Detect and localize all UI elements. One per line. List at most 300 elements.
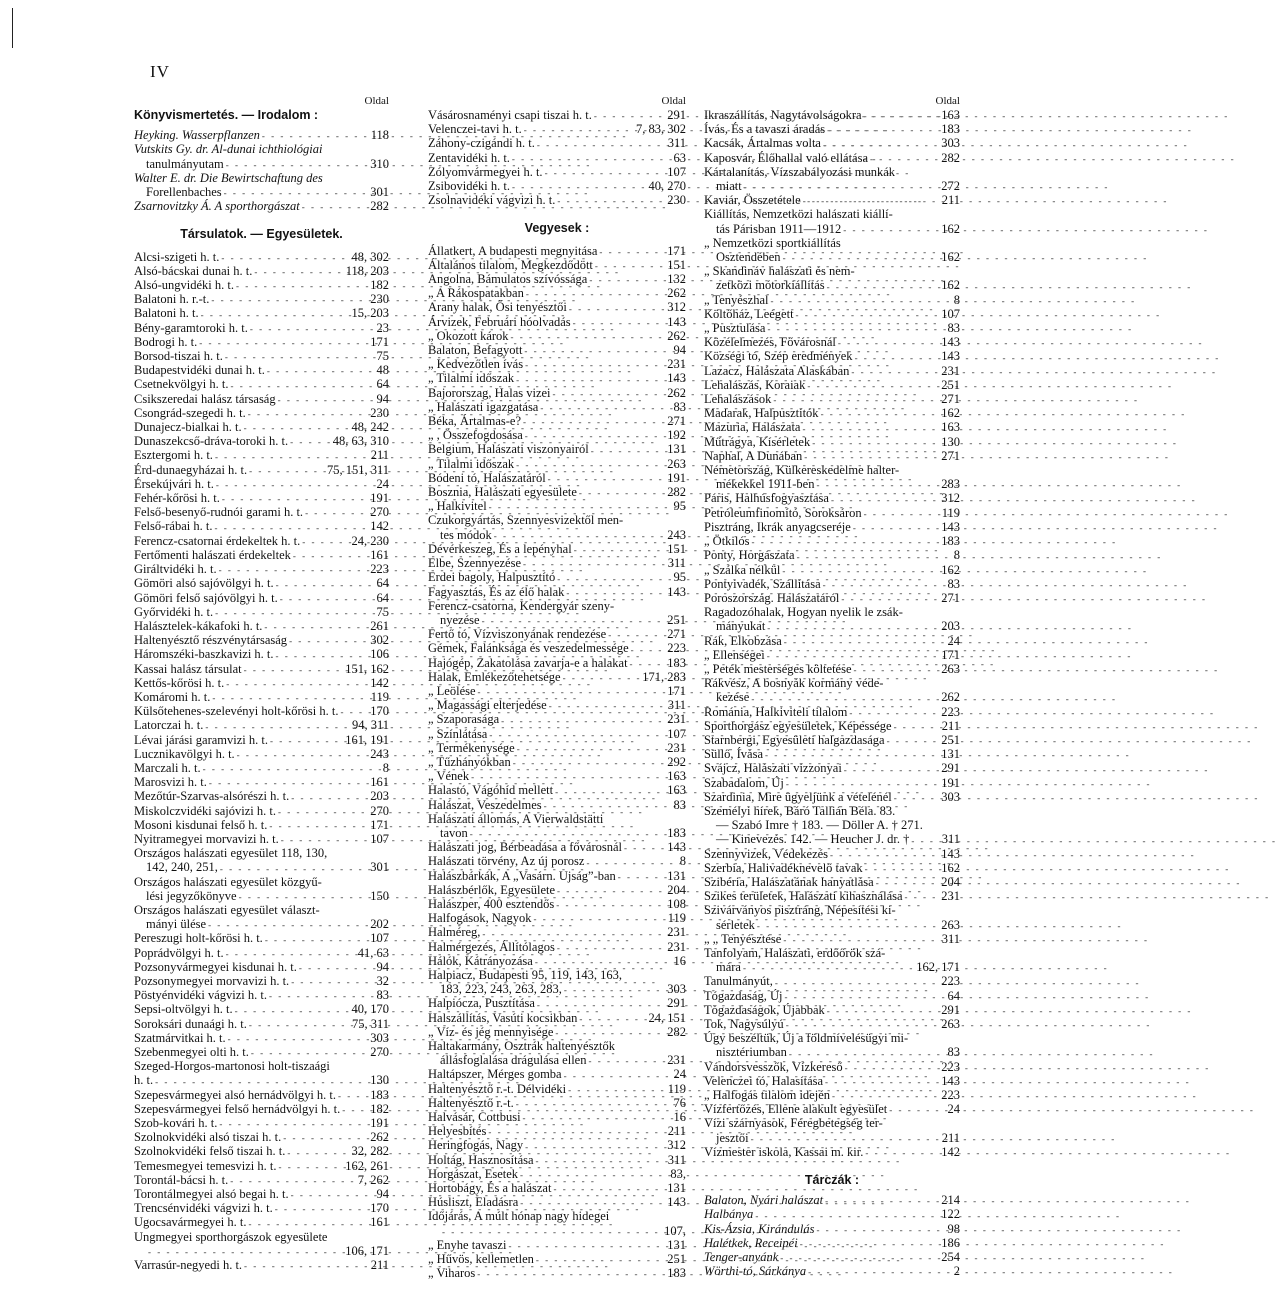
- index-entry: [428, 414, 686, 428]
- index-entry: [704, 591, 960, 605]
- index-entry: [134, 505, 389, 519]
- page-ref: 263: [941, 1017, 960, 1031]
- index-entry: [134, 185, 389, 199]
- entry-title: „ Nemzetközi sportkiállítás: [704, 235, 841, 250]
- leader-dots: [863, 863, 940, 875]
- entry-title: h. t.: [134, 1073, 154, 1088]
- entry-title: „ Tilalmi időszak: [428, 371, 515, 386]
- page-ref: 291: [667, 108, 686, 122]
- entry-title: Vízfertőzés, Ellene alakult egyesület: [704, 1102, 888, 1117]
- leader-dots: [518, 1169, 668, 1181]
- index-entry: [134, 988, 389, 1002]
- page-ref: 161: [370, 775, 389, 790]
- entry-title: Haltakarmány, Osztrák haltenyésztők: [428, 1039, 615, 1053]
- page-ref: 161: [370, 547, 389, 562]
- leader-dots: [268, 735, 343, 747]
- entry-title: kezése: [716, 690, 750, 705]
- entry-title: Kaviár, Összetétele: [704, 193, 801, 208]
- entry-title: Ferencz-csatornai érdekeltek h. t.: [134, 533, 301, 548]
- index-entry: [704, 1088, 960, 1102]
- leader-dots: [874, 877, 940, 889]
- entry-title: tás Párisban 1911—1912: [716, 221, 842, 236]
- entry-title: Bosznia, Halászati egyesülete: [428, 485, 577, 500]
- page-ref: 8: [382, 760, 389, 775]
- entry-title: Petróleumfinomító, Soroksáron: [704, 505, 862, 520]
- index-entry: [134, 619, 389, 633]
- entry-title: Lehalászás, Koraiak: [704, 377, 806, 392]
- leader-dots: [749, 536, 939, 548]
- index-entry: [704, 875, 960, 889]
- index-entry: [134, 1045, 389, 1059]
- entry-title: Halbánya: [704, 1207, 754, 1222]
- index-entry: [134, 1173, 389, 1187]
- entry-title: „ Enyhe tavaszi: [428, 1237, 507, 1252]
- page-ref: 183: [941, 122, 960, 137]
- leader-dots: [475, 1268, 665, 1280]
- entry-title: Walter E. dr. Die Bewirtschaftung des: [134, 170, 323, 185]
- page-ref: 311: [667, 1152, 686, 1167]
- index-entry: [134, 548, 389, 562]
- page-ref: 183: [667, 1266, 686, 1281]
- page-ref: 262: [370, 1130, 389, 1145]
- entry-title: Torontálmegyei alsó begai h. t.: [134, 1187, 289, 1202]
- page-ref: 7, 262: [357, 1172, 389, 1187]
- page-ref: 142: [370, 519, 389, 534]
- index-entry: [704, 563, 960, 577]
- page-ref: 2: [953, 1264, 960, 1279]
- page-ref: 119: [667, 911, 686, 926]
- leader-dots: [509, 331, 666, 343]
- leader-dots: [521, 558, 666, 570]
- page-ref: 162, 261: [345, 1158, 389, 1173]
- entry-title: zetközi mótorkiállítás: [716, 278, 825, 293]
- leader-dots: [242, 422, 350, 434]
- entry-title: Érd-dunaegyházai h. t.: [134, 462, 248, 477]
- page-ref: 8: [953, 548, 960, 563]
- page-ref: 94, 311: [351, 718, 389, 733]
- entry-title: Halfogások, Nagyok: [428, 911, 532, 926]
- leader-dots: [511, 757, 666, 769]
- page-ref: 75, 151, 311: [326, 462, 389, 477]
- index-entry: [134, 157, 389, 171]
- entry-title: Győrvidéki h. t.: [134, 604, 214, 619]
- page-ref: 231: [667, 925, 686, 940]
- page-ref: 303: [667, 982, 686, 997]
- index-entry: [134, 406, 389, 420]
- entry-title: Szikes területek, Halászati kihasználása: [704, 889, 903, 904]
- leader-dots: [885, 735, 940, 747]
- page-ref: 142: [941, 1144, 960, 1159]
- leader-dots: [765, 622, 939, 634]
- index-entry: [428, 179, 686, 193]
- index-entry: [134, 448, 389, 462]
- entry-title: Gémek, Falánksága és veszedelmessége: [428, 641, 629, 656]
- index-entry: [704, 1017, 960, 1031]
- page-ref: 83: [947, 576, 960, 591]
- entry-title: Osztendében: [716, 250, 781, 265]
- entry-title: Országos halászati egyesület választ-: [134, 902, 320, 917]
- index-entry: [428, 954, 686, 968]
- index-entry: [134, 633, 389, 647]
- leader-dots: [794, 309, 940, 321]
- entry-title: „ Ellenségei: [704, 647, 765, 662]
- index-entry: [134, 377, 389, 391]
- leader-dots: [546, 473, 666, 485]
- entry-title: Latorczai h. t.: [134, 718, 204, 733]
- entry-title: Tanulmányút,: [704, 974, 773, 989]
- leader-dots: [819, 408, 940, 420]
- page-ref: 24: [947, 1102, 960, 1117]
- index-entry: [704, 747, 960, 761]
- entry-title: Fertőmenti halászati érdekeltek: [134, 547, 291, 562]
- index-entry: [428, 570, 686, 584]
- index-entry: [704, 136, 960, 150]
- page-ref: 191: [370, 1116, 389, 1131]
- page-ref: 107: [667, 164, 686, 179]
- leader-dots: [534, 1254, 665, 1266]
- entry-title: Sporthorgász egyesületek, Képessége: [704, 718, 892, 733]
- entry-title: Halméreg,: [428, 925, 481, 940]
- leader-dots: [763, 749, 939, 761]
- page-ref: 76: [673, 1095, 686, 1110]
- page-ref: 107: [370, 931, 389, 946]
- entry-title: Kis-Ázsia, Kirándulás: [704, 1221, 815, 1236]
- page-ref: 271: [941, 392, 960, 407]
- page-ref: 262: [667, 286, 686, 301]
- index-entry: [428, 1138, 686, 1152]
- index-entry: [704, 847, 960, 861]
- entry-title: Erdei bagoly, Halpusztító: [428, 570, 556, 585]
- leader-dots: [521, 416, 665, 428]
- leader-dots: [523, 359, 665, 371]
- leader-dots: [247, 465, 325, 477]
- index-entry: [704, 1222, 960, 1236]
- entry-title: „ Tűzhányókban: [428, 754, 511, 769]
- index-entry: [704, 534, 960, 548]
- page-ref: 83: [376, 988, 389, 1003]
- entry-title: Kassai halász társulat: [134, 661, 242, 676]
- leader-dots: [224, 678, 368, 690]
- leader-dots: [203, 721, 350, 733]
- index-entry: [704, 321, 960, 335]
- index-entry: [704, 1031, 960, 1045]
- page-ref: 223: [941, 704, 960, 719]
- entry-title: „ Magassági elterjedése: [428, 698, 547, 713]
- entry-title: Angolna, Bámulatos szívóssága: [428, 272, 588, 287]
- leader-dots: [289, 976, 374, 988]
- index-entry: [428, 1224, 686, 1238]
- index-entry: [704, 108, 960, 122]
- leader-dots: [887, 1104, 945, 1116]
- leader-dots: [773, 977, 939, 989]
- page-ref: 8: [679, 854, 686, 869]
- index-entry: [428, 684, 686, 698]
- index-entry: [428, 542, 686, 556]
- page-ref: 143: [941, 846, 960, 861]
- entry-title: Pontyivadék, Szállítása: [704, 576, 821, 591]
- entry-title: Pozsonyvármegyei kisdunai h. t.: [134, 959, 297, 974]
- leader-dots: [798, 1238, 940, 1250]
- entry-title: Ugocsavármegyei h. t.: [134, 1215, 247, 1230]
- entry-title: Szolnokvidéki felső tiszai h. t.: [134, 1144, 286, 1159]
- entry-title: Heyking. Wasserpflanzen: [134, 128, 260, 143]
- page-ref: 130: [370, 1073, 389, 1088]
- page-ref: 163: [941, 108, 960, 122]
- leader-dots: [771, 394, 939, 406]
- index-entry: [428, 656, 686, 670]
- index-entry: [428, 812, 686, 826]
- page-ref: 170: [370, 704, 389, 719]
- index-entry: [134, 463, 389, 477]
- leader-dots: [492, 530, 666, 542]
- leader-dots: [616, 871, 665, 883]
- index-entry: [134, 1258, 389, 1272]
- entry-title: Szardinia, Mire ügyeljünk a vételénél: [704, 789, 892, 804]
- leader-dots: [252, 266, 343, 278]
- leader-dots: [868, 153, 939, 165]
- page-ref: 312: [667, 300, 686, 315]
- page-ref: 63: [673, 150, 686, 165]
- leader-dots: [597, 246, 665, 258]
- leader-dots: [303, 507, 368, 519]
- entry-title: Balaton, Nyári halászat: [704, 1193, 824, 1208]
- page-ref: 211: [941, 193, 960, 208]
- entry-title: Szepesvármegyei felső hernádvölgyi h. t.: [134, 1101, 341, 1116]
- entry-title: „ „ Tenyésztése: [704, 931, 782, 946]
- index-entry: [428, 122, 686, 136]
- leader-dots: [213, 451, 369, 463]
- leader-dots: [781, 252, 940, 264]
- leader-dots: [276, 394, 375, 406]
- page-ref: 24, 230: [351, 533, 389, 548]
- leader-dots: [468, 828, 665, 840]
- page-ref: 243: [370, 746, 389, 761]
- index-entry: [704, 619, 960, 633]
- index-entry: [134, 392, 389, 406]
- entry-title: Halászati törvény, Az új porosz: [428, 854, 585, 869]
- leader-dots: [561, 672, 641, 684]
- entry-title: Elbe, Szennyezése: [428, 556, 522, 571]
- index-entry: [134, 1017, 389, 1031]
- entry-title: Költőház, Leégett: [704, 306, 794, 321]
- page-ref: 162: [941, 278, 960, 293]
- leader-dots: [214, 479, 375, 491]
- page-ref: 95: [673, 570, 686, 585]
- leader-dots: [518, 1197, 665, 1209]
- leader-dots: [153, 1076, 368, 1088]
- entry-title: Szebenmegyei olti h. t.: [134, 1045, 249, 1059]
- entry-title: Helyesbítés: [428, 1124, 487, 1139]
- index-entry: [704, 207, 960, 221]
- index-entry: [428, 485, 686, 499]
- index-entry: [134, 306, 389, 320]
- index-entry: [134, 789, 389, 803]
- leader-dots: [223, 351, 375, 363]
- page-ref: 119: [667, 1081, 686, 1096]
- index-entry: [134, 889, 389, 903]
- leader-dots: [800, 423, 939, 435]
- page-ref: 231: [667, 740, 686, 755]
- index-entry: [134, 946, 389, 960]
- index-entry: [428, 457, 686, 471]
- page-ref: 143: [941, 519, 960, 534]
- page-ref: 282: [667, 1024, 686, 1039]
- entry-title: Hálók, Kátrányozása: [428, 953, 533, 968]
- index-entry: [428, 428, 686, 442]
- leader-dots: [340, 1104, 368, 1116]
- section-heading-associations: Társulatok. — Egyesületek.: [180, 227, 343, 242]
- page-ref: 271: [667, 627, 686, 642]
- leader-dots: [784, 778, 939, 790]
- leader-dots: [606, 629, 665, 641]
- page-ref: 230: [370, 405, 389, 420]
- leader-dots: [213, 607, 374, 619]
- page-ref: 162: [941, 250, 960, 265]
- index-entry: [704, 960, 960, 974]
- entry-title: Állatkert, A budapesti megnyitása: [428, 243, 598, 258]
- page-ref: 122: [941, 1207, 960, 1222]
- index-entry: [428, 996, 686, 1010]
- page-ref: 254: [941, 1250, 960, 1265]
- entry-title: Torontál-bácsi h. t.: [134, 1172, 229, 1187]
- page-ref: 191: [667, 470, 686, 485]
- page-ref: 163: [667, 783, 686, 798]
- leader-dots: [852, 664, 940, 676]
- page-ref: 143: [667, 840, 686, 855]
- index-entry: [704, 1264, 960, 1278]
- page-ref: 231: [941, 889, 960, 904]
- entry-title: Vándorsvesszők, Vízkereső: [704, 1059, 843, 1074]
- entry-title: Érsekújvári h. t.: [134, 476, 214, 491]
- entry-title: Halpiacz, Budapesti 95, 119, 143, 163,: [428, 967, 622, 982]
- leader-dots: [572, 544, 666, 556]
- index-entry: [704, 705, 960, 719]
- index-entry: [134, 264, 389, 278]
- page-ref: 162: [941, 860, 960, 875]
- index-entry: [428, 670, 686, 684]
- page-ref: 303: [370, 1030, 389, 1045]
- index-entry: [428, 193, 686, 207]
- page-ref: 94: [673, 343, 686, 358]
- entry-title: Trencsénvidéki vágvizi h. t.: [134, 1201, 273, 1216]
- entry-title: miatt: [716, 179, 742, 194]
- index-entry: [428, 1153, 686, 1167]
- page-ref: 202: [370, 917, 389, 932]
- entry-title: Záhony-czigándi h. t.: [428, 136, 535, 151]
- entry-title: Halászat, Veszedelmes: [428, 797, 542, 812]
- books-list: [134, 128, 389, 213]
- page-ref: 311: [667, 136, 686, 151]
- column-1: [134, 94, 389, 1272]
- page-ref: 118, 203: [345, 263, 389, 278]
- index-entry: [704, 832, 960, 846]
- index-entry: [134, 775, 389, 789]
- index-entry: [704, 761, 960, 775]
- entry-title: Pereszugi holt-kőrösi h. t.: [134, 931, 263, 946]
- index-entry: [704, 648, 960, 662]
- index-entry: [704, 1207, 960, 1221]
- page-ref: 230: [667, 193, 686, 208]
- leader-dots: [587, 274, 665, 286]
- leader-dots: [291, 550, 368, 562]
- entry-title: Ragadozóhalak, Hogyan nyelik le zsák-: [704, 605, 903, 620]
- leader-dots: [553, 786, 665, 798]
- leader-dots: [892, 792, 939, 804]
- entry-title: Zsarnovitzky Á. A sporthorgászat: [134, 199, 300, 214]
- entry-title: Marosvizi h. t.: [134, 775, 207, 790]
- index-entry: [134, 931, 389, 945]
- leader-dots: [555, 573, 671, 585]
- entry-title: Szolnokvidéki alsó tiszai h. t.: [134, 1130, 282, 1145]
- entry-title: Hajógép, Zakatolása zavarja-e a halakat: [428, 655, 628, 670]
- index-entry: [134, 1088, 389, 1102]
- page-ref: 223: [941, 974, 960, 989]
- index-entry: [428, 258, 686, 272]
- index-entry: [428, 840, 686, 854]
- leader-dots: [577, 1013, 646, 1025]
- entry-title: Komáromi h. t.: [134, 689, 211, 704]
- index-entry: [134, 199, 389, 213]
- page-ref: 282: [667, 485, 686, 500]
- index-entry: [428, 151, 686, 165]
- entry-title: Halászati állomás, A Vierwaldstätti: [428, 811, 604, 826]
- entry-title: Kiállítás, Nemzetközi halászati kiállí-: [704, 207, 893, 222]
- leader-dots: [515, 743, 666, 755]
- index-entry: [428, 982, 686, 996]
- index-entry: [428, 1067, 686, 1081]
- leader-dots: [863, 1147, 939, 1159]
- leader-dots: [562, 984, 665, 996]
- entry-title: Dunajecz-bialkai h. t.: [134, 420, 242, 435]
- index-entry: [704, 463, 960, 477]
- page-ref: 171: [667, 683, 686, 698]
- page-ref: 211: [370, 1258, 389, 1273]
- page-ref: 107: [941, 306, 960, 321]
- index-entry: [134, 1230, 389, 1244]
- leader-dots: [586, 1055, 665, 1067]
- page-ref: 75: [376, 604, 389, 619]
- page-ref: 270: [370, 1045, 389, 1059]
- leader-dots: [765, 323, 945, 335]
- index-entry: [134, 1031, 389, 1045]
- leader-dots: [823, 1195, 939, 1207]
- index-entry: [704, 861, 960, 875]
- page-ref: 311: [667, 556, 686, 571]
- page-ref: 231: [667, 1053, 686, 1068]
- page-ref: 203: [370, 789, 389, 804]
- entry-title: „ A Rákospatakban: [428, 286, 524, 301]
- page-ref: 223: [941, 1059, 960, 1074]
- leader-dots: [274, 579, 375, 591]
- leader-dots: [577, 487, 665, 499]
- leader-dots: [784, 1019, 940, 1031]
- leader-dots: [265, 365, 375, 377]
- page-ref: 162, 171: [916, 960, 960, 975]
- index-entry: [704, 193, 960, 207]
- entry-title: mányukat: [716, 619, 766, 634]
- page-ref: 231: [667, 357, 686, 372]
- leader-dots: [629, 644, 666, 656]
- page-ref: 131: [667, 442, 686, 457]
- index-entry: [704, 776, 960, 790]
- entry-title: Csetnekvölgyi h. t.: [134, 377, 229, 392]
- index-entry: [704, 349, 960, 363]
- page-ref: 301: [370, 185, 389, 200]
- entry-title: Alsó-bácskai dunai h. t.: [134, 263, 253, 278]
- entry-title: Heringfogás, Nagy: [428, 1138, 524, 1153]
- entry-title: Marczali h. t.: [134, 760, 201, 775]
- leader-dots: [909, 835, 939, 847]
